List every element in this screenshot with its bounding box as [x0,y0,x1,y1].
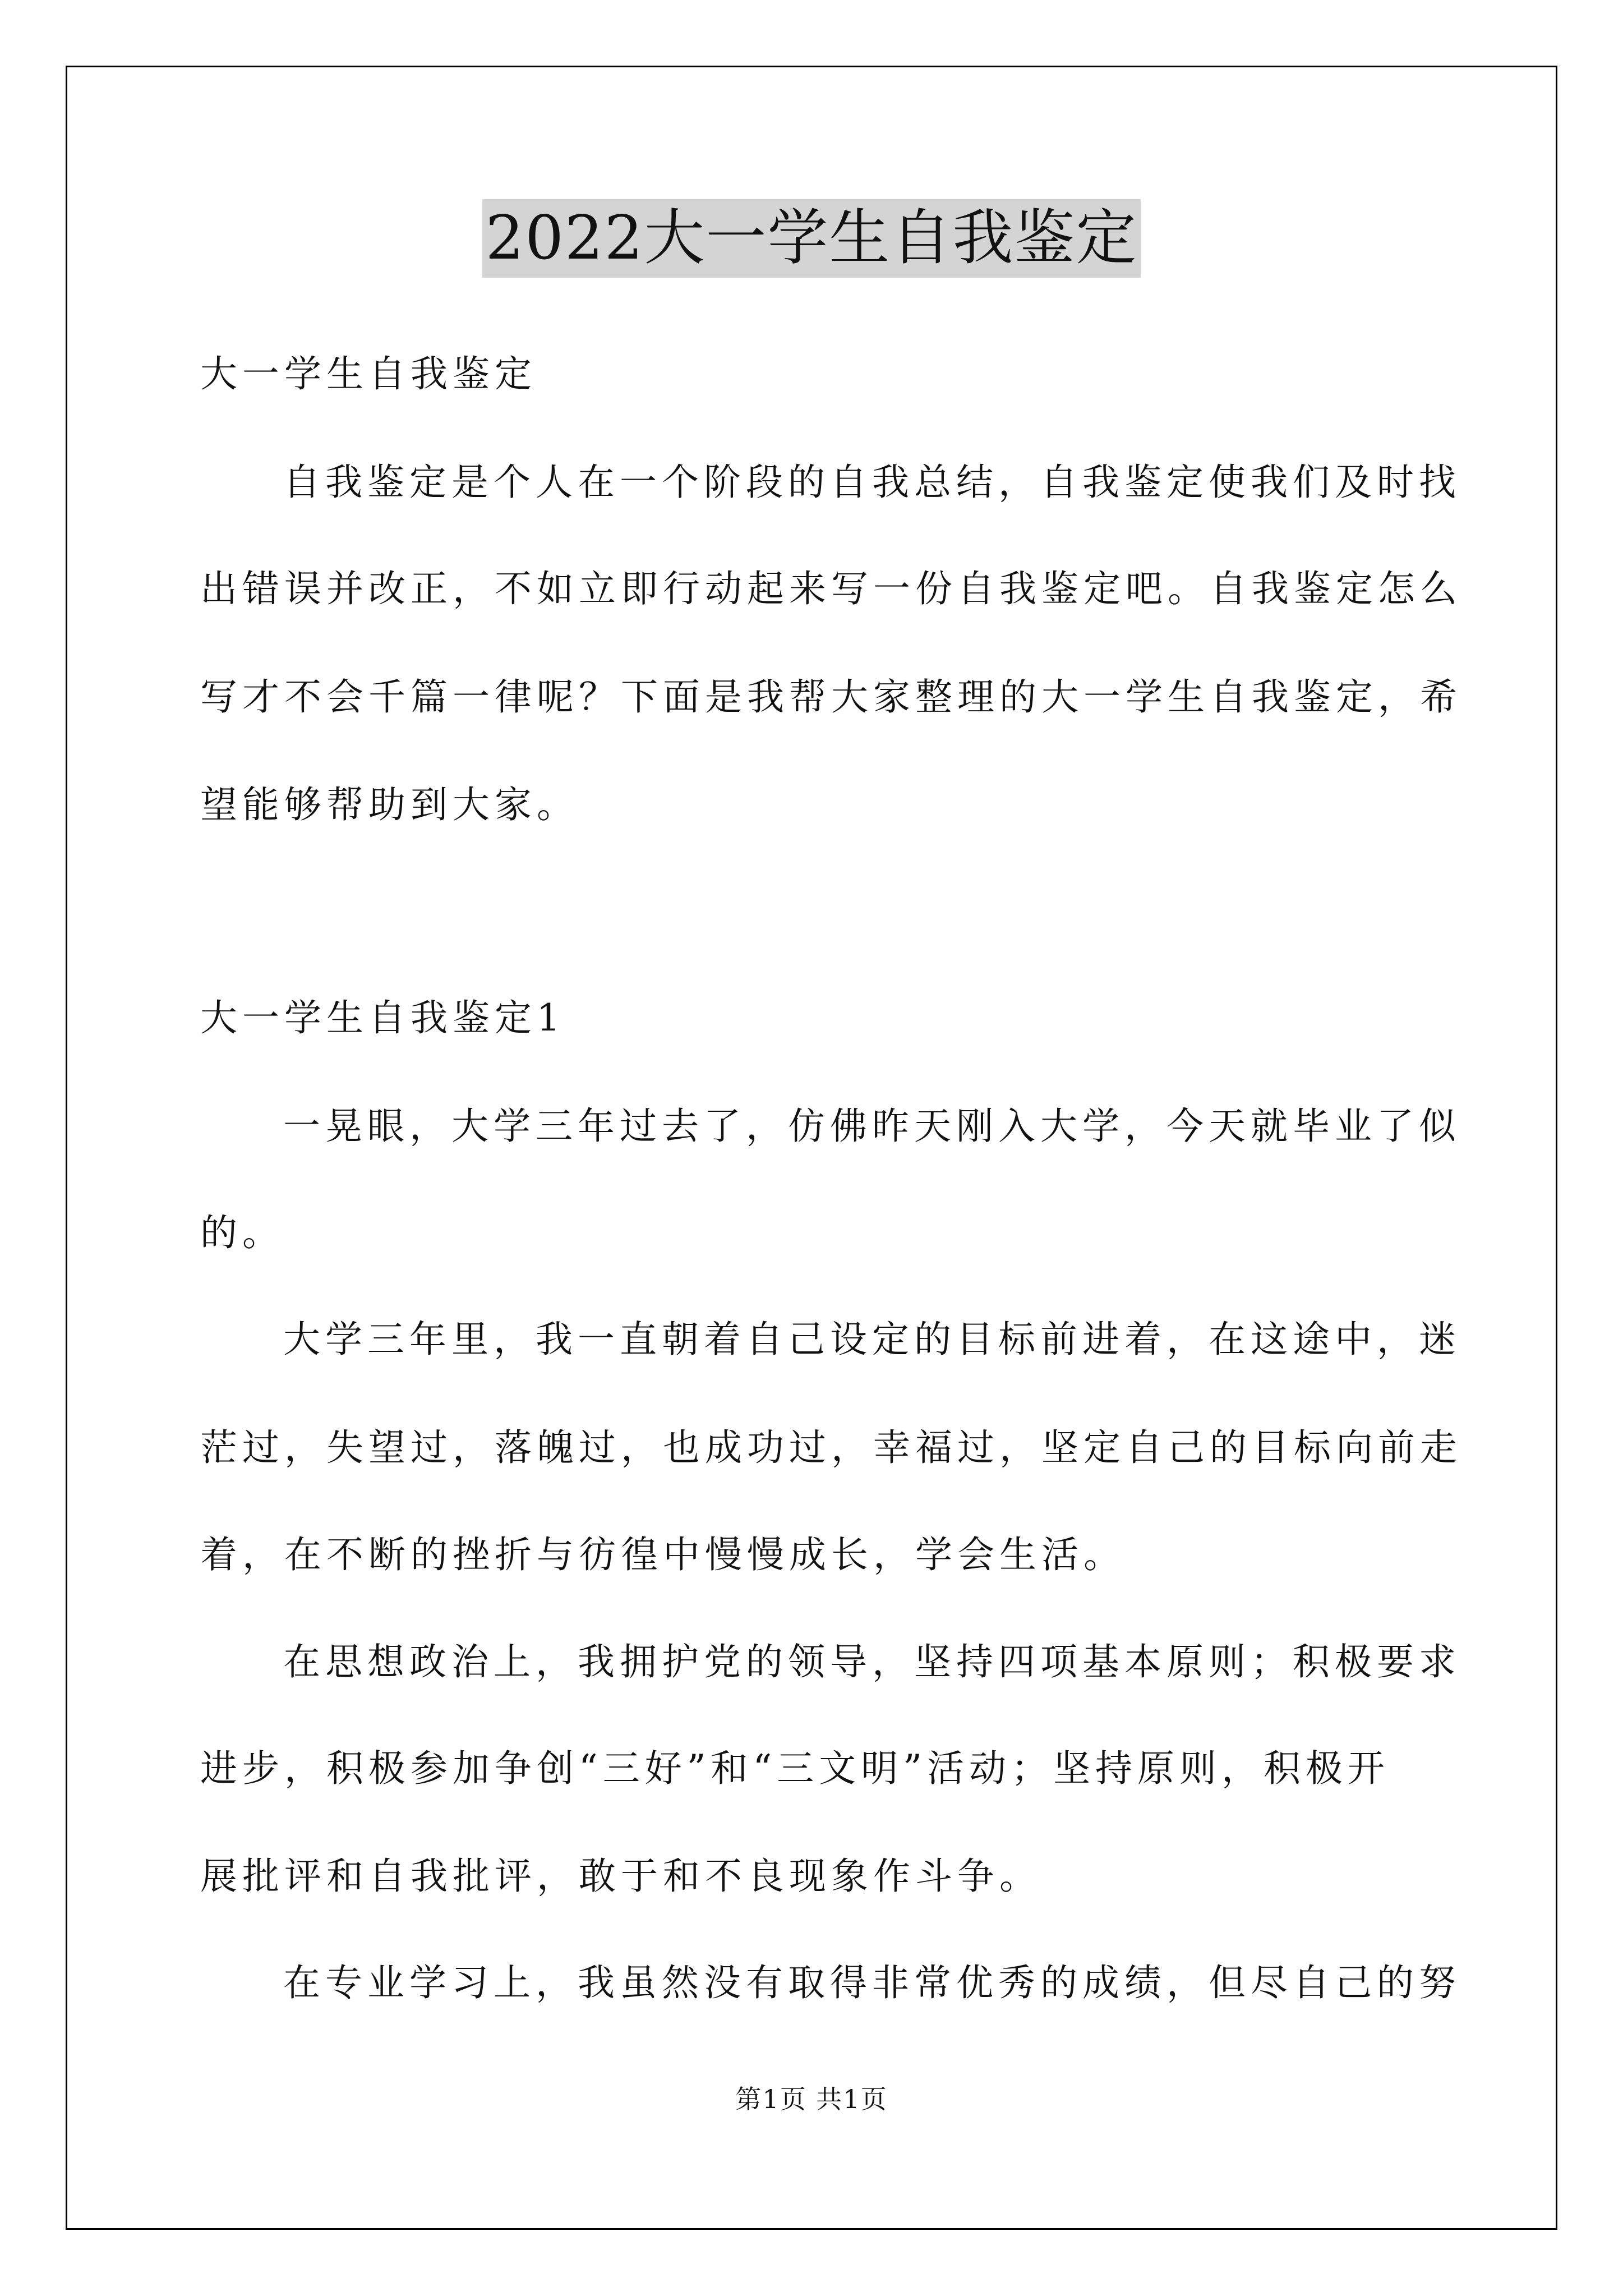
intro-line-3[interactable]: 写才不会千篇一律呢？下面是我帮大家整理的大一学生自我鉴定，希 [200,675,1462,719]
body-line-6[interactable]: 在思想政治上，我拥护党的领导，坚持四项基本原则；积极要求 [283,1640,1461,1683]
body-line-9[interactable]: 在专业学习上，我虽然没有取得非常优秀的成绩，但尽自己的努 [283,1961,1461,2004]
page-footer: 第1页 共1页 [735,2084,888,2114]
title-container [0,199,1623,278]
intro-line-2[interactable]: 出错误并改正，不如立即行动起来写一份自我鉴定吧。自我鉴定怎么 [200,567,1462,610]
body-line-1[interactable]: 一晃眼，大学三年过去了，仿佛昨天刚入大学，今天就毕业了似 [283,1105,1461,1148]
body-line-3[interactable]: 大学三年里，我一直朝着自己设定的目标前进着，在这途中，迷 [283,1318,1461,1361]
body-line-4[interactable]: 茫过，失望过，落魄过，也成功过，幸福过，坚定自己的目标向前走 [200,1426,1462,1469]
intro-line-4[interactable]: 望能够帮助到大家。 [200,783,579,826]
body-line-5[interactable]: 着，在不断的挫折与彷徨中慢慢成长，学会生活。 [200,1533,1126,1576]
document-subtitle[interactable]: 大一学生自我鉴定 [200,352,537,395]
document-title[interactable]: 2022大一学生自我鉴定 [482,199,1141,278]
body-line-2[interactable]: 的。 [200,1211,284,1254]
body-line-7[interactable]: 进步，积极参加争创“三好”和“三文明”活动；坚持原则，积极开 [200,1747,1390,1790]
body-line-8[interactable]: 展批评和自我批评，敢于和不良现象作斗争。 [200,1855,1041,1898]
intro-line-1[interactable]: 自我鉴定是个人在一个阶段的自我总结，自我鉴定使我们及时找 [283,461,1461,504]
section-heading[interactable]: 大一学生自我鉴定1 [200,996,565,1039]
